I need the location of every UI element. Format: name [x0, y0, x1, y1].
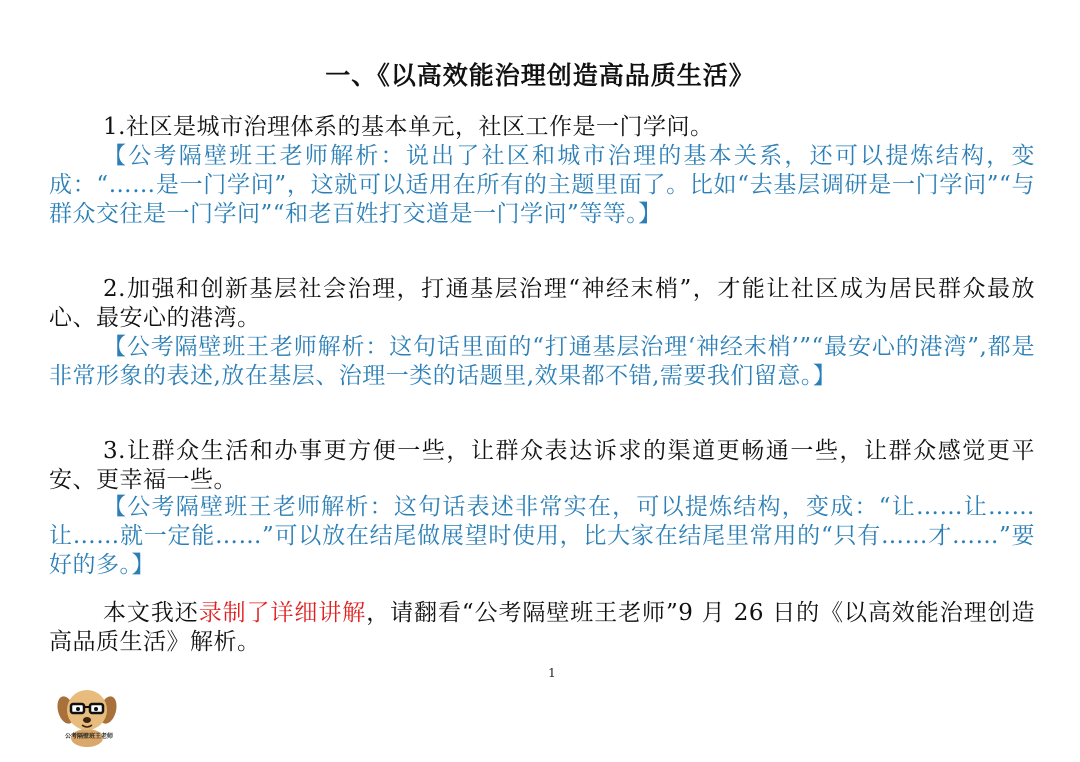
footer-text-before: 本文我还 [103, 600, 199, 626]
logo-caption: 公考隔壁班王老师 [64, 733, 113, 740]
item-3-note: 【公考隔壁班王老师解析：这句话表述非常实在，可以提炼结构，变成：“让……让……让……就一定能……”可以放在结尾做展望时使用，比大家在结尾里常用的“只有……才……”要好的多。】 [49, 494, 1035, 578]
item-2-text: 2.加强和创新基层社会治理，打通基层治理“神经末梢”，才能让社区成为居民群众最放心、最安心的港湾。 [49, 276, 1035, 331]
item-2-note: 【公考隔壁班王老师解析：这句话里面的“打通基层治理‘神经末梢’”“最安心的港湾”,都是非常形象的表述,放在基层、治理一类的话题里,效果都不错,需要我们留意。】 [49, 334, 1035, 389]
page-title: 一、《以高效能治理创造高品质生活》 [325, 61, 755, 90]
page-number: 1 [548, 666, 556, 680]
item-3-text: 3.让群众生活和办事更方便一些，让群众表达诉求的渠道更畅通一些，让群众感觉更平安、更幸福一些。 [49, 438, 1035, 493]
footer-highlight: 录制了详细讲解 [198, 600, 367, 626]
item-1-text: 1.社区是城市治理体系的基本单元，社区工作是一门学问。 [103, 114, 714, 140]
footer-text-after: ，请翻看“公考隔壁班王老师”9 月 26 日的《以高效能治理创造高品质生活》解析。 [49, 600, 1036, 655]
item-1-note: 【公考隔壁班王老师解析：说出了社区和城市治理的基本关系，还可以提炼结构，变成：“……是一门学问”，这就可以适用在所有的主题里面了。比如“去基层调研是一门学问”“与群众交往是一门学问”“和老百姓打交道是一门学问”等等。】 [49, 143, 1035, 227]
footer-paragraph [49, 599, 1035, 657]
